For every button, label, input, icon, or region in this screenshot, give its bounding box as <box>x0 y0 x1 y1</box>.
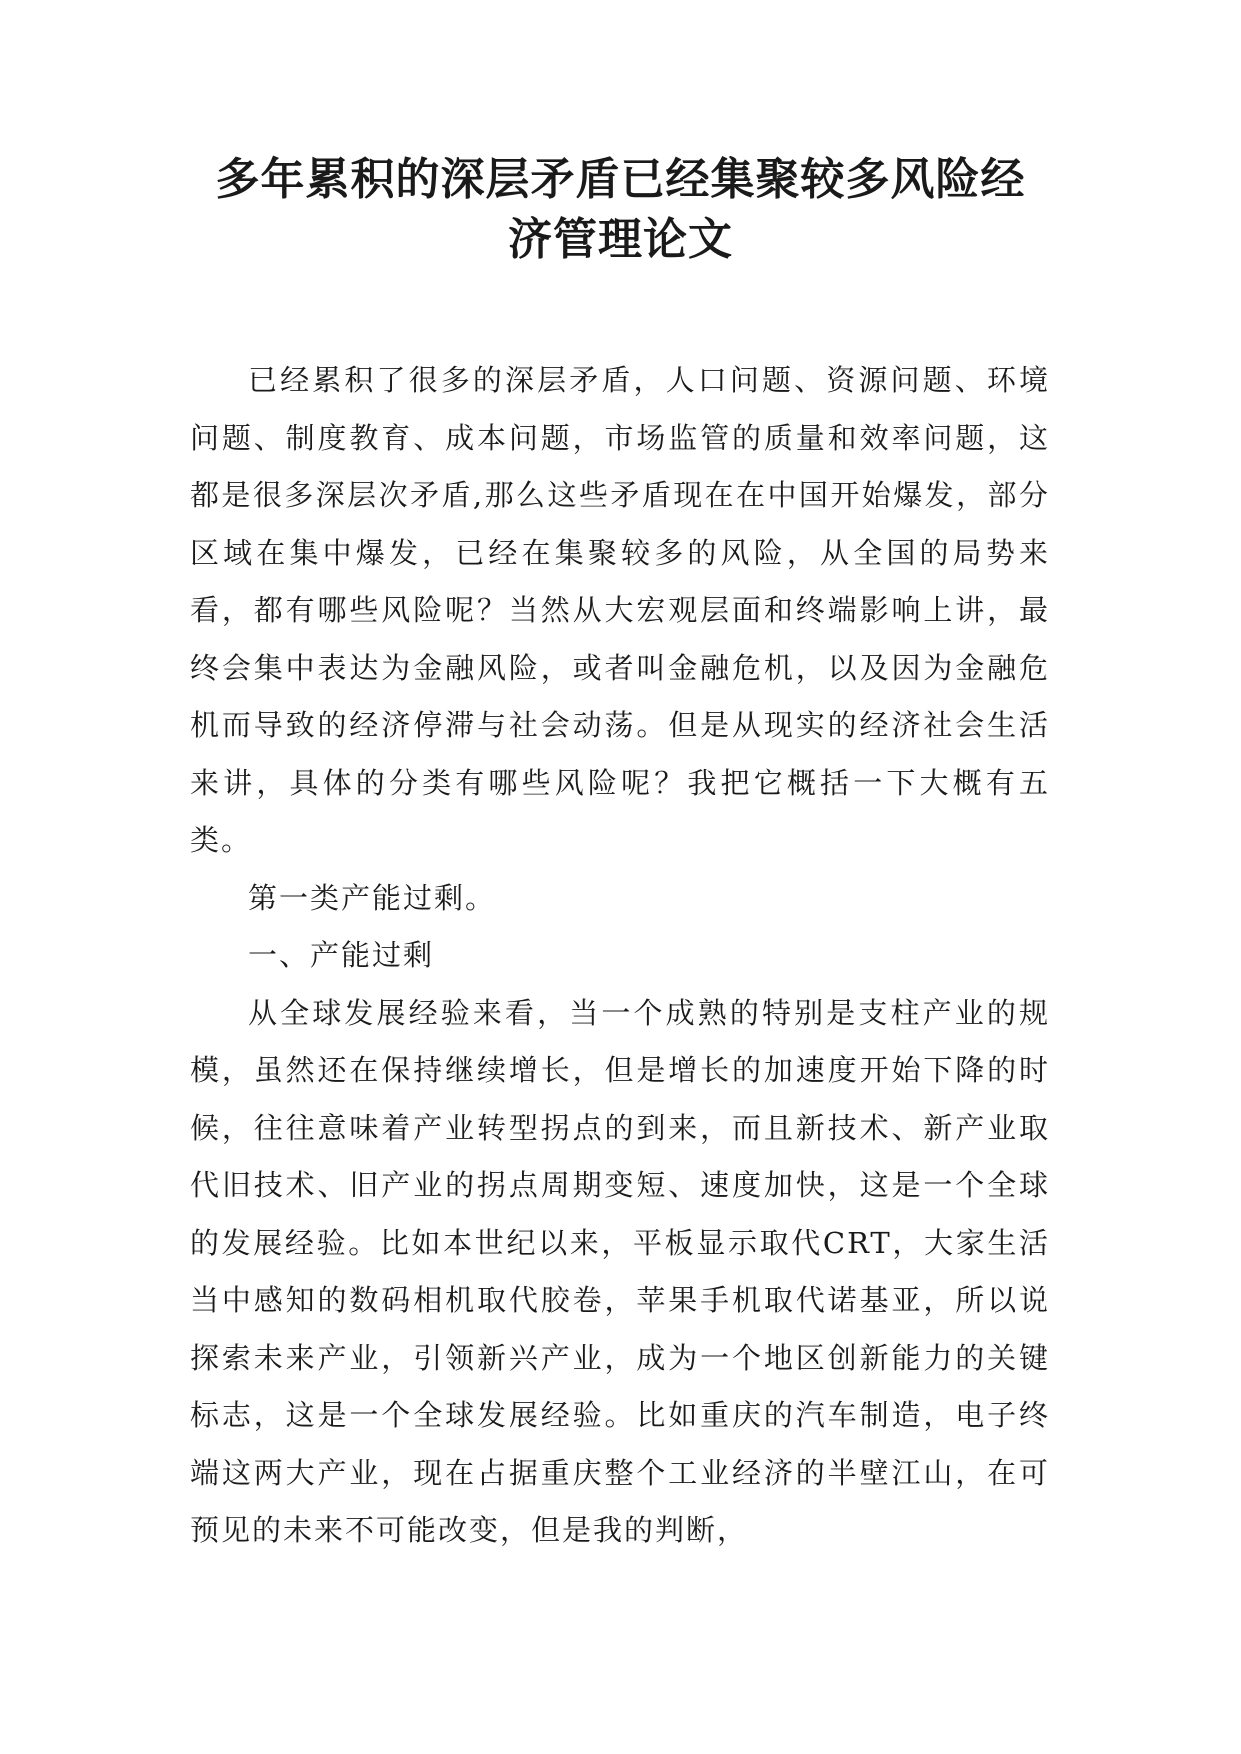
section-heading: 一、产能过剩 <box>248 938 435 972</box>
title-line-1: 多年累积的深层矛盾已经集聚较多风险经 <box>215 154 1026 205</box>
paragraph-global-experience: 从全球发展经验来看，当一个成熟的特别是支柱产业的规模，虽然还在保持继续增长，但是增长的加速度开始下降的时候，往往意味着产业转型拐点的到来，而且新技术、新产业取代旧技术、旧产业的拐点周期变短、速度加快，这是一个全球的发展经验。比如本世纪以来，平板显示取代CRT，大家生活当中感知的数码相机取代胶卷，苹果手机取代诺基亚，所以说探索未来产业，引领新兴产业，成为一个地区创新能力的关键标志，这是一个全球发展经验。比如重庆的汽车制造，电子终端这两大产业，现在占据重庆整个工业经济的半壁江山，在可预见的未来不可能改变，但是我的判断， <box>190 995 1050 1547</box>
paragraph-intro: 已经累积了很多的深层矛盾，人口问题、资源问题、环境问题、制度教育、成本问题，市场监管的质量和效率问题，这都是很多深层次矛盾,那么这些矛盾现在在中国开始爆发，部分区域在集中爆发，已经在集聚较多的风险，从全国的局势来看，都有哪些风险呢？当然从大宏观层面和终端影响上讲，最终会集中表达为金融风险，或者叫金融危机，以及因为金融危机而导致的经济停滞与社会动荡。但是从现实的经济社会生活来讲，具体的分类有哪些风险呢？我把它概括一下大概有五类。 <box>190 363 1050 857</box>
document-body <box>190 352 1050 1560</box>
title-line-2: 济管理论文 <box>508 214 733 265</box>
document-title <box>150 150 1091 270</box>
paragraph-category-one: 第一类产能过剩。 <box>248 880 497 915</box>
